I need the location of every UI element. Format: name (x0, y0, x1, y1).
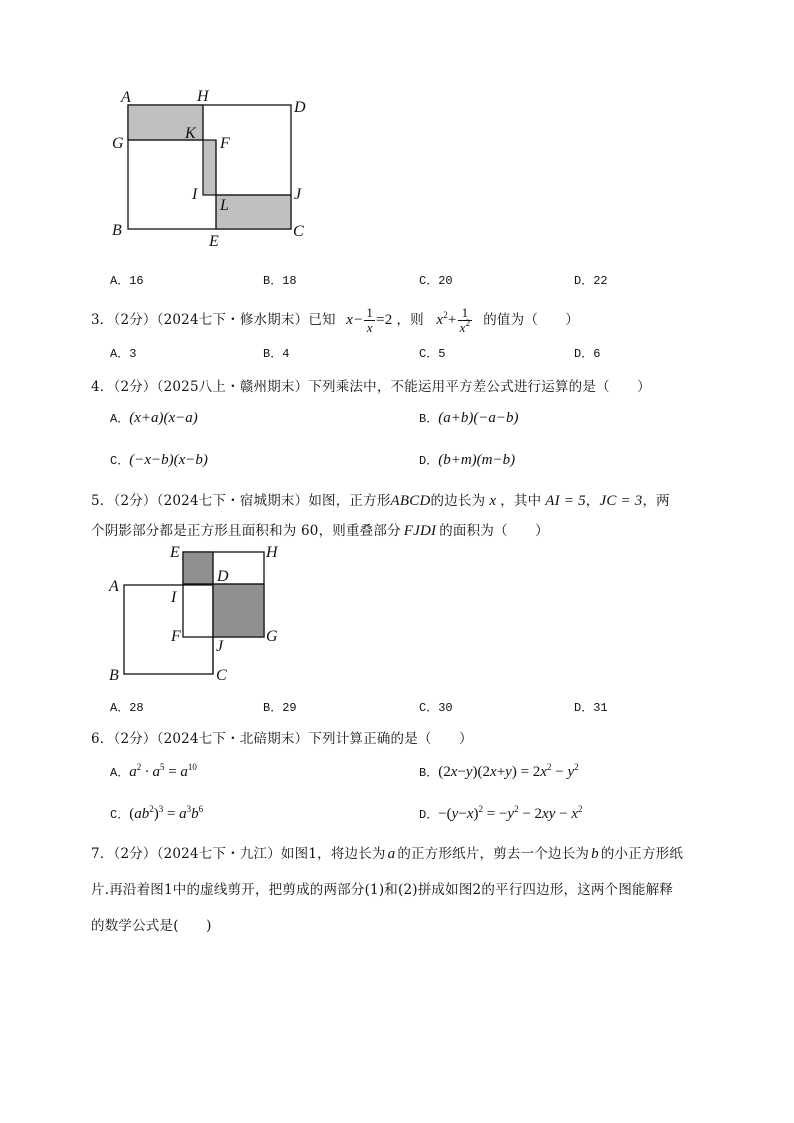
label-A: A (109, 578, 119, 595)
question-3-stem (91, 306, 579, 335)
shaded-rect-middle (203, 140, 216, 195)
q3-prefix: 3．（2分）（2024七下・修水期末）已知 (91, 311, 336, 328)
label-H: H (266, 544, 278, 561)
q6-expr-b: $(2x-y)(2x+y) = 2x^2 - y^2$ (438, 762, 579, 780)
question-4-stem: 4．（2分）（2025八上・赣州期末）下列乘法中，不能运用平方差公式进行运算的是（ ） (91, 379, 651, 395)
label-J: J (294, 186, 302, 203)
label-H: H (197, 88, 209, 105)
question-5-line-2: 个阴影部分都是正方形且面积和为 60，则重叠部分 FJDI 的面积为（ ） (91, 523, 549, 539)
option-d: D．6 (574, 347, 601, 361)
label-E: E (209, 233, 219, 250)
option-c: C．5 (419, 347, 446, 361)
option-d: D．22 (574, 274, 608, 288)
q3-suffix: 的值为（ ） (483, 311, 580, 328)
label-F: F (171, 628, 181, 645)
option-b: B．29 (263, 701, 297, 715)
label-A: A (121, 89, 131, 106)
q3-expression-2: $x^2+$ $\frac{1}{x^2}$ (436, 305, 471, 335)
square-figure-q5 (100, 540, 300, 690)
q6-expr-d: $-(y-x)^2 = -y^2 - 2xy - x^2$ (438, 804, 583, 822)
label-C: C (216, 667, 227, 684)
option-a: A．(x+a)(x−a) (110, 410, 198, 426)
label-D: D (217, 568, 229, 585)
option-a: A．28 (110, 701, 144, 715)
option-b: B．4 (263, 347, 290, 361)
option-a: A．16 (110, 274, 144, 288)
shaded-square-small (183, 552, 213, 584)
shaded-square-large (213, 584, 264, 637)
label-B: B (112, 222, 122, 239)
option-c: C．30 (419, 701, 453, 715)
question-7-line-1: 7．（2分）（2024七下・九江）如图1，将边长为 a 的正方形纸片，剪去一个边长为 b 的小正方形纸 (91, 846, 684, 862)
label-I: I (192, 186, 198, 203)
question-7-line-2: 片.再沿着图1中的虚线剪开，把剪成的两部分(1)和(2)拼成如图2的平行四边形，这两个图能解释 (91, 882, 674, 898)
label-F: F (220, 135, 230, 152)
option-c: C．20 (419, 274, 453, 288)
label-E: E (170, 544, 180, 561)
q6-expr-a: $a^2 \cdot a^5 = a^{10}$ (129, 762, 197, 780)
label-B: B (109, 667, 119, 684)
label-K: K (185, 125, 196, 142)
q3-mid: ，则 (396, 311, 424, 328)
option-b: B．(a+b)(−a−b) (419, 410, 519, 426)
option-d: D．(b+m)(m−b) (419, 452, 516, 468)
question-5-line-1: 5．（2分）（2024七下・宿城期末）如图，正方形ABCD的边长为 x ，其中 AI = 5，JC = 3，两 (91, 493, 670, 509)
label-C: C (293, 223, 304, 240)
label-G: G (266, 628, 278, 645)
q6-expr-c: $(ab^2)^3 = a^3b^6$ (129, 804, 204, 822)
option-b: B．$(2x-y)(2x+y) = 2x^2 - y^2$ (419, 762, 579, 780)
question-6-stem: 6．（2分）（2024七下・北碚期末）下列计算正确的是（ ） (91, 731, 473, 747)
question-7-line-3: 的数学公式是( ) (91, 918, 212, 934)
label-D: D (294, 99, 306, 116)
option-a: A．3 (110, 347, 137, 361)
option-b: B．18 (263, 274, 297, 288)
label-J: J (216, 638, 224, 655)
square-figure-q2 (100, 82, 340, 252)
option-a: A．$a^2 \cdot a^5 = a^{10}$ (110, 762, 197, 780)
label-L: L (220, 197, 229, 214)
square-ABCD (124, 585, 213, 674)
option-d: D．31 (574, 701, 608, 715)
label-G: G (112, 135, 124, 152)
label-I: I (171, 589, 177, 606)
option-c: C．(−x−b)(x−b) (110, 452, 208, 468)
q3-expression-1: x− $\frac{1}{x}$ =2 (346, 305, 393, 335)
option-c: C．$(ab^2)^3 = a^3b^6$ (110, 804, 204, 822)
option-d: D．$-(y-x)^2 = -y^2 - 2xy - x^2$ (419, 804, 583, 822)
